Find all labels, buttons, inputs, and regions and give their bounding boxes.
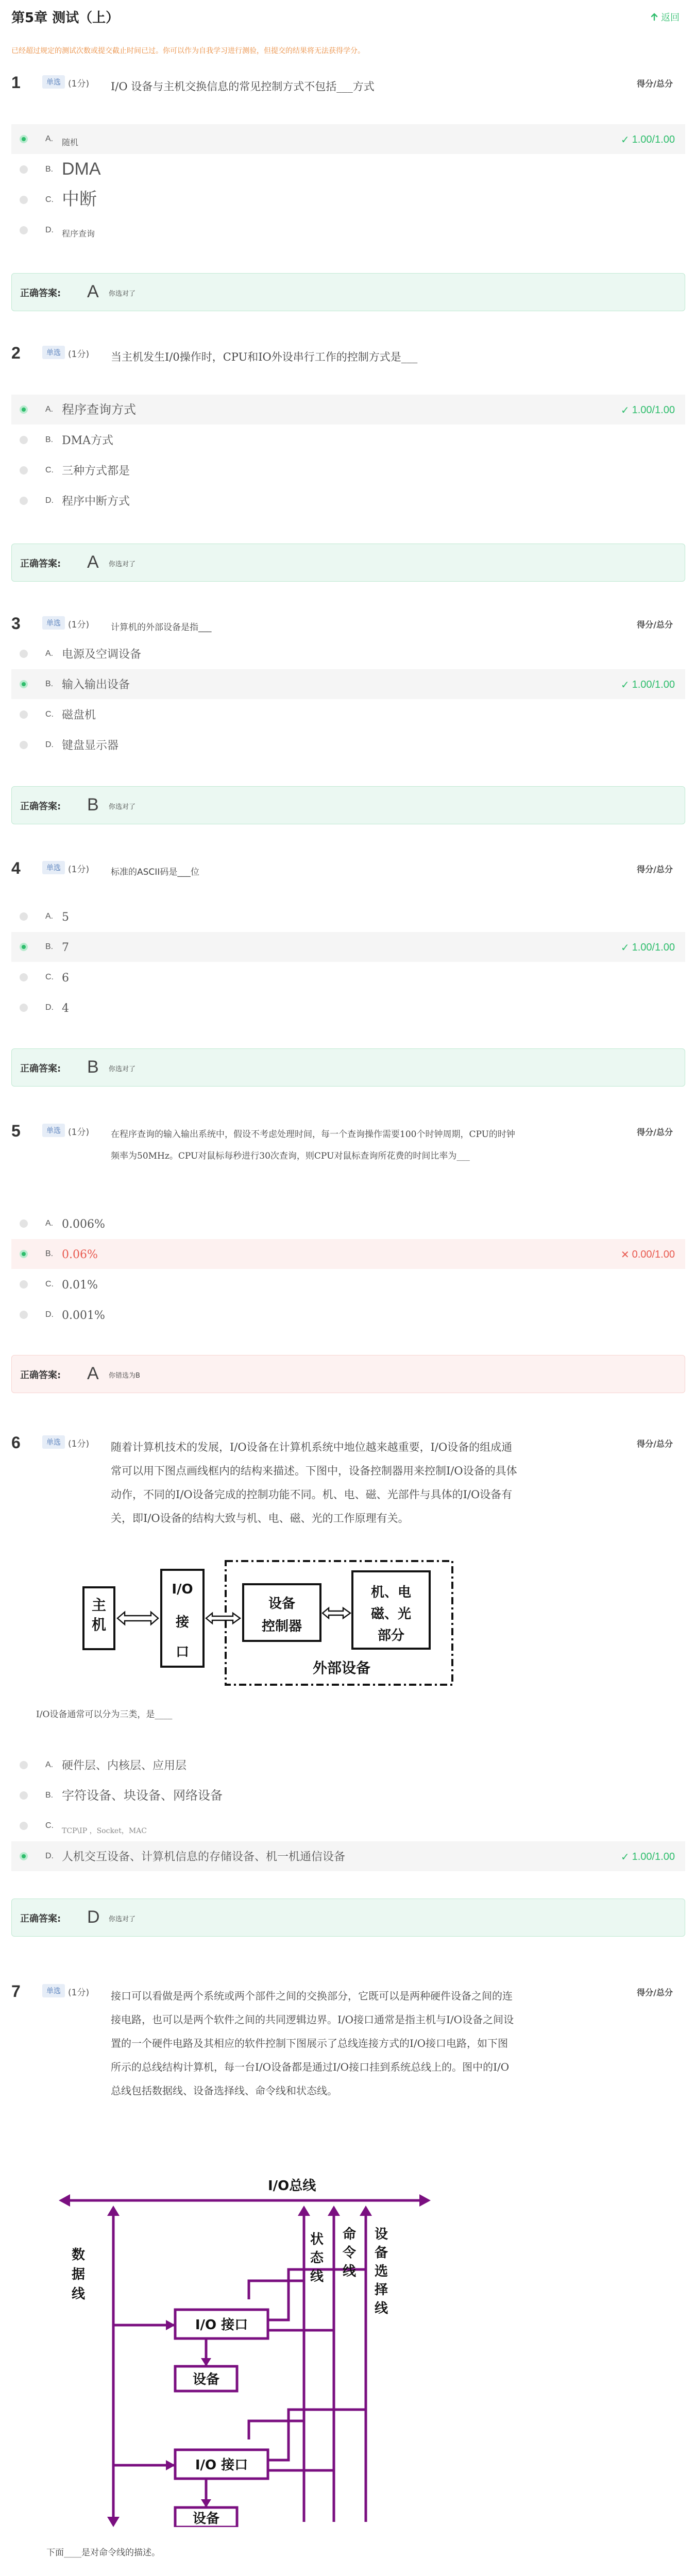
deadline-notice: 已经超过规定的测试次数或提交截止时间已过。你可以作为自我学习进行测验，但提交的结果将无法获得学分。 [11, 47, 365, 55]
option-letter: A. [45, 649, 54, 658]
option-text: 输入输出设备 [62, 679, 130, 691]
radio-selected-icon[interactable] [20, 135, 28, 143]
answer-box [11, 1355, 685, 1393]
option-b[interactable] [11, 425, 685, 455]
option-letter: C. [45, 466, 54, 474]
option-letter: B. [45, 1791, 54, 1800]
question-type-badge: 单选 [42, 75, 65, 89]
option-text: 6 [62, 972, 69, 985]
option-d[interactable] [11, 215, 685, 245]
option-letter: C. [45, 710, 54, 719]
option-c[interactable] [11, 185, 685, 215]
radio-selected-icon[interactable] [20, 1852, 28, 1860]
option-text: 硬件层、内核层、应用层 [62, 1759, 187, 1772]
radio-icon[interactable] [20, 436, 28, 444]
answer-box [11, 786, 685, 824]
option-b[interactable] [11, 932, 685, 962]
option-d[interactable] [11, 730, 685, 760]
option-d[interactable] [11, 1841, 685, 1871]
question-stem-after: 下面____是对命令线的描述。 [46, 2548, 160, 2558]
question-number: 2 [11, 344, 21, 362]
option-text: 程序中断方式 [62, 495, 130, 508]
check-icon: ✓ [620, 942, 630, 954]
option-text: DMA方式 [62, 434, 114, 447]
radio-icon[interactable] [20, 1761, 28, 1769]
option-text: 4 [62, 1002, 69, 1015]
option-d[interactable] [11, 1300, 685, 1330]
answer-feedback: 你错选为B [109, 1372, 140, 1380]
option-text: 电源及空调设备 [62, 648, 142, 661]
correct-score: ✓ 1.00/1.00 [620, 1851, 675, 1863]
device-1-label: 设备 [192, 2372, 220, 2387]
option-letter: A. [45, 1219, 54, 1228]
option-c[interactable] [11, 1811, 685, 1841]
radio-selected-icon[interactable] [20, 405, 28, 414]
option-letter: C. [45, 195, 54, 204]
option-letter: D. [45, 496, 54, 505]
option-b[interactable] [11, 1239, 685, 1269]
option-letter: D. [45, 1003, 54, 1012]
radio-icon[interactable] [20, 650, 28, 658]
option-text: 随机 [62, 138, 79, 147]
radio-icon[interactable] [20, 1822, 28, 1830]
option-letter: A. [45, 134, 54, 143]
host-label: 主机 [91, 1597, 107, 1633]
external-device-label: 外部设备 [312, 1659, 371, 1676]
answer-box [11, 1048, 685, 1087]
io-bus-diagram [52, 2172, 443, 2527]
question-type-badge: 单选 [42, 616, 65, 630]
question-number: 7 [11, 1982, 21, 2001]
answer-value: D [87, 1907, 100, 1927]
option-a[interactable] [11, 124, 685, 154]
question-score: (1分) [68, 1988, 90, 1998]
radio-icon[interactable] [20, 1311, 28, 1319]
check-icon: ✓ [620, 405, 630, 416]
page-header [0, 0, 695, 62]
check-icon: ✓ [620, 134, 630, 146]
option-text: 键盘显示器 [62, 739, 119, 752]
option-a[interactable] [11, 1750, 685, 1780]
radio-icon[interactable] [20, 1791, 28, 1800]
question-stem: 标准的ASCII码是___位 [111, 867, 199, 877]
question-stem: 随着计算机技术的发展，I/O设备在计算机系统中地位越来越重要，I/O设备的组成通常可以用下图点画线框内的结构来描述。下图中，设备控制器用来控制I/O设备的具体动作，不同的I/O设备完成的控制功能不同。机、电、磁、光部件与具体的I/O设备有关，即I/O设备的结构大致与机、电、磁、光的工作原理有关。 [111, 1441, 517, 1524]
question-score: (1分) [68, 865, 90, 875]
option-text: 程序查询方式 [62, 402, 136, 417]
answer-value: B [87, 1057, 99, 1077]
parts-label: 机、电磁、光部分 [370, 1585, 412, 1643]
radio-icon[interactable] [20, 497, 28, 505]
option-d[interactable] [11, 993, 685, 1023]
score-header: 得分/总分 [637, 865, 673, 874]
question-score: (1分) [68, 79, 90, 89]
back-button[interactable] [650, 10, 680, 24]
option-letter: B. [45, 435, 54, 444]
option-letter: B. [45, 680, 54, 688]
option-c[interactable] [11, 455, 685, 485]
answer-label: 正确答案: [20, 1913, 61, 1924]
option-text: 字符设备、块设备、网络设备 [62, 1788, 223, 1803]
option-letter: D. [45, 1310, 54, 1319]
option-b[interactable] [11, 155, 685, 184]
page-title: 第5章 测试（上） [11, 10, 120, 26]
option-text: 中断 [62, 189, 97, 210]
radio-icon[interactable] [20, 710, 28, 719]
answer-feedback: 你选对了 [109, 1916, 136, 1923]
question-type-badge: 单选 [42, 1124, 65, 1137]
option-b[interactable] [11, 669, 685, 699]
question-score: (1分) [68, 349, 90, 360]
radio-icon[interactable] [20, 1004, 28, 1012]
answer-value: B [87, 795, 99, 815]
cmd-line-label: 命令线 [342, 2227, 357, 2279]
check-icon: ✓ [620, 1852, 630, 1863]
question-type-badge: 单选 [42, 1984, 65, 1997]
option-a[interactable] [11, 395, 685, 425]
correct-score: ✓ 1.00/1.00 [620, 679, 675, 691]
option-c[interactable] [11, 962, 685, 992]
io-interface-2-label: I/O 接口 [195, 2458, 248, 2473]
correct-score: ✓ 1.00/1.00 [620, 404, 675, 416]
question-stem: I/O 设备与主机交换信息的常见控制方式不包括___方式 [111, 80, 375, 93]
radio-icon[interactable] [20, 973, 28, 981]
option-text: 0.006% [62, 1218, 105, 1231]
question-type-badge: 单选 [42, 346, 65, 359]
radio-icon[interactable] [20, 466, 28, 474]
data-line-label: 数据线 [71, 2247, 86, 2302]
radio-icon[interactable] [20, 912, 28, 921]
option-a[interactable] [11, 902, 685, 931]
device-2-label: 设备 [192, 2511, 220, 2527]
back-button-label: 返回 [661, 12, 680, 23]
question-number: 1 [11, 73, 21, 92]
option-a[interactable] [11, 639, 685, 669]
option-text: DMA [62, 159, 101, 179]
option-letter: A. [45, 405, 54, 414]
radio-icon[interactable] [20, 226, 28, 234]
option-text: 7 [62, 941, 69, 954]
question-type-badge: 单选 [42, 861, 65, 874]
bus-label: I/O总线 [268, 2178, 316, 2194]
radio-selected-icon[interactable] [20, 1250, 28, 1258]
option-letter: D. [45, 1852, 54, 1860]
option-text: 0.06% [62, 1248, 98, 1261]
question-stem: 当主机发生I/0操作时，CPU和IO外设串行工作的控制方式是___ [111, 351, 418, 363]
radio-icon[interactable] [20, 165, 28, 174]
answer-feedback: 你选对了 [109, 561, 136, 568]
option-b[interactable] [11, 1781, 685, 1810]
option-letter: C. [45, 1280, 54, 1289]
option-text: 0.01% [62, 1279, 98, 1292]
question-stem-after: I/O设备通常可以分为三类，是____ [36, 1709, 173, 1720]
answer-feedback: 你选对了 [109, 290, 136, 298]
answer-label: 正确答案: [20, 1063, 61, 1074]
option-text: 磁盘机 [62, 709, 96, 722]
question-stem: 在程序查询的输入输出系统中，假设不考虑处理时间，每一个查询操作需要100个时钟周期，CPU的时钟频率为50MHz。CPU对鼠标每秒进行30次查询，则CPU对鼠标查询所花费的时间比率为___ [111, 1129, 515, 1161]
controller-label: 设备控制器 [261, 1596, 302, 1634]
answer-label: 正确答案: [20, 288, 61, 299]
option-letter: A. [45, 1760, 54, 1769]
io-interface-1-label: I/O 接口 [195, 2317, 248, 2333]
option-text: 5 [62, 911, 69, 924]
score-header: 得分/总分 [637, 1127, 673, 1137]
answer-box [11, 273, 685, 311]
question-score: (1分) [68, 1439, 90, 1449]
option-letter: C. [45, 973, 54, 981]
option-text: 0.001% [62, 1309, 105, 1322]
answer-feedback: 你选对了 [109, 1065, 136, 1073]
answer-label: 正确答案: [20, 558, 61, 569]
score-header: 得分/总分 [637, 620, 673, 630]
score-header: 得分/总分 [637, 79, 673, 89]
radio-icon[interactable] [20, 1219, 28, 1228]
radio-icon[interactable] [20, 1280, 28, 1289]
question-number: 6 [11, 1433, 21, 1452]
option-letter: D. [45, 226, 54, 234]
answer-box [11, 1899, 685, 1937]
io-port-label: I/O 接口 [172, 1582, 193, 1660]
radio-selected-icon[interactable] [20, 943, 28, 951]
wrong-score: ✕ 0.00/1.00 [620, 1249, 675, 1261]
option-letter: D. [45, 740, 54, 749]
score-header: 得分/总分 [637, 1439, 673, 1449]
question-number: 5 [11, 1122, 21, 1140]
question-score: (1分) [68, 1127, 90, 1138]
radio-icon[interactable] [20, 741, 28, 749]
option-letter: B. [45, 1249, 54, 1258]
option-letter: B. [45, 165, 54, 174]
option-c[interactable] [11, 700, 685, 730]
option-text: 三种方式都是 [62, 465, 130, 478]
option-d[interactable] [11, 486, 685, 516]
question-number: 4 [11, 859, 21, 877]
correct-score: ✓ 1.00/1.00 [620, 942, 675, 954]
check-icon: ✓ [620, 680, 630, 691]
question-stem: 计算机的外部设备是指___ [111, 622, 212, 633]
option-text: TCP\IP ，Socket，MAC [62, 1827, 147, 1835]
option-letter: C. [45, 1821, 54, 1830]
option-c[interactable] [11, 1269, 685, 1299]
answer-label: 正确答案: [20, 1370, 61, 1381]
answer-feedback: 你选对了 [109, 803, 136, 811]
option-text: 程序查询 [62, 229, 95, 239]
back-arrow-icon [650, 13, 658, 21]
cross-icon: ✕ [620, 1249, 630, 1261]
dev-sel-line-label: 设备选择线 [374, 2227, 388, 2316]
io-device-structure-diagram [76, 1553, 457, 1698]
score-header: 得分/总分 [637, 1988, 673, 1997]
question-score: (1分) [68, 620, 90, 630]
radio-icon[interactable] [20, 196, 28, 204]
option-letter: A. [45, 912, 54, 921]
radio-selected-icon[interactable] [20, 680, 28, 688]
question-type-badge: 单选 [42, 1435, 65, 1449]
question-stem: 接口可以看做是两个系统或两个部件之间的交换部分，它既可以是两种硬件设备之间的连接电路，也可以是两个软件之间的共同逻辑边界。I/O接口通常是指主机与I/O设备之间设置的一个硬件电路及其相应的软件控制下图展示了总线连接方式的I/O接口电路，如下图所示的总线结构计算机，每一台I/O设备都是通过I/O接口挂到系统总线上的。图中的I/O总线包括数据线、设备选择线、命令线和状态线。 [111, 1990, 514, 2097]
question-number: 3 [11, 614, 21, 633]
answer-box [11, 544, 685, 582]
option-text: 人机交互设备、计算机信息的存储设备、机一机通信设备 [62, 1851, 346, 1863]
answer-label: 正确答案: [20, 801, 61, 812]
correct-score: ✓ 1.00/1.00 [620, 134, 675, 146]
option-letter: B. [45, 942, 54, 951]
double-arrow-icons [117, 1608, 350, 1624]
answer-value: A [87, 1364, 99, 1383]
answer-value: A [87, 552, 99, 572]
answer-value: A [87, 282, 99, 301]
status-line-label: 状态线 [310, 2232, 324, 2284]
option-a[interactable] [11, 1209, 685, 1239]
